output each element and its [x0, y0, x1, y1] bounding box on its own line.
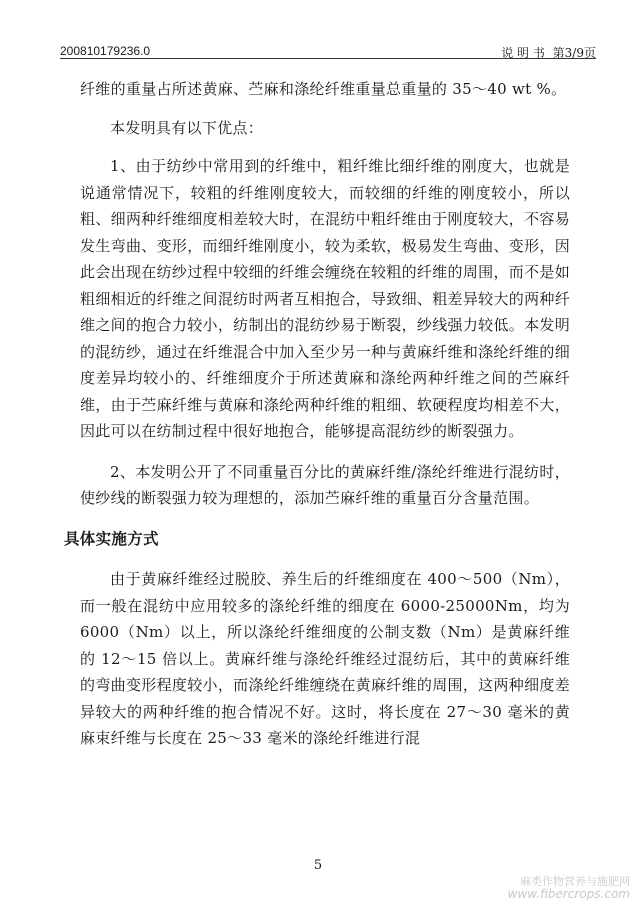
paragraph-advantage-2: 2、本发明公开了不同重量百分比的黄麻纤维/涤纶纤维进行混纺时，使纱线的断裂强力较为理想的，添加苎麻纤维的重量百分含量范围。 [80, 462, 570, 507]
page-number: 5 [313, 858, 323, 873]
watermark [508, 875, 630, 901]
header-right [497, 44, 596, 61]
paragraph-advantage-1: 1、由于纺纱中常用到的纤维中，粗纤维比细纤维的刚度大，也就是说通常情况下，较粗的纤维刚度较大，而较细的纤维的刚度较小，所以粗、细两种纤维细度相差较大时，在混纺中粗纤维由于刚度较大，不容易发生弯曲、变形，而细纤维刚度小，较为柔软，极易发生弯曲、变形，因此会出现在纺纱过程中较细的纤维会缠绕在较粗的纤维的周围，而不是如粗细相近的纤维之间混纺时两者互相抱合，导致细、粗差异较大的两种纤维之间的抱合力较小，纺制出的混纺纱易于断裂，纱线强力较低。本发明的混纺纱，通过在纤维混合中加入至少另一种与黄麻纤维和涤纶纤维的细度差异均较小的、纤维细度介于所述黄麻和涤纶两种纤维之间的苎麻纤维，由于苎麻纤维与黄麻和涤纶两种纤维的粗细、软硬程度均相差不大，因此可以在纺制过程中很好地抱合，能够提高混纺纱的断裂强力。 [80, 157, 570, 440]
page-indicator: 第3/9页 [552, 46, 596, 60]
paragraph-embodiment: 由于黄麻纤维经过脱胶、养生后的纤维细度在 400～500（Nm），而一般在混纺中应用较多的涤纶纤维的细度在 6000-25000Nm，均为 6000（Nm）以上，所以涤纶纤维细度的公制支数（Nm）是黄麻纤维的 12～15 倍以上。黄麻纤维与涤纶纤维经过混纺后，其中的黄麻纤维的弯曲变形程度较小，而涤纶纤维缠绕在黄麻纤维的周围，这两种细度差异较大的两种纤维的抱合情况不好。这时，将长度在 27～30 毫米的黄麻束纤维与长度在 25～33 毫米的涤纶纤维进行混 [80, 570, 570, 747]
paragraph-advantages-intro: 本发明具有以下优点： [110, 118, 264, 137]
page-header [60, 32, 596, 59]
watermark-site-name: 麻类作物营养与施肥网 [520, 875, 630, 888]
document-body [64, 76, 570, 752]
section-heading: 具体实施方式 [64, 528, 159, 548]
application-number: 200810179236.0 [60, 44, 151, 58]
watermark-url: www.fibercrops.com [507, 887, 630, 901]
paragraph-continuation: 纤维的重量占所述黄麻、苎麻和涤纶纤维重量总重量的 35～40 wt %。 [80, 80, 567, 98]
document-type: 说 明 书 [501, 46, 545, 60]
